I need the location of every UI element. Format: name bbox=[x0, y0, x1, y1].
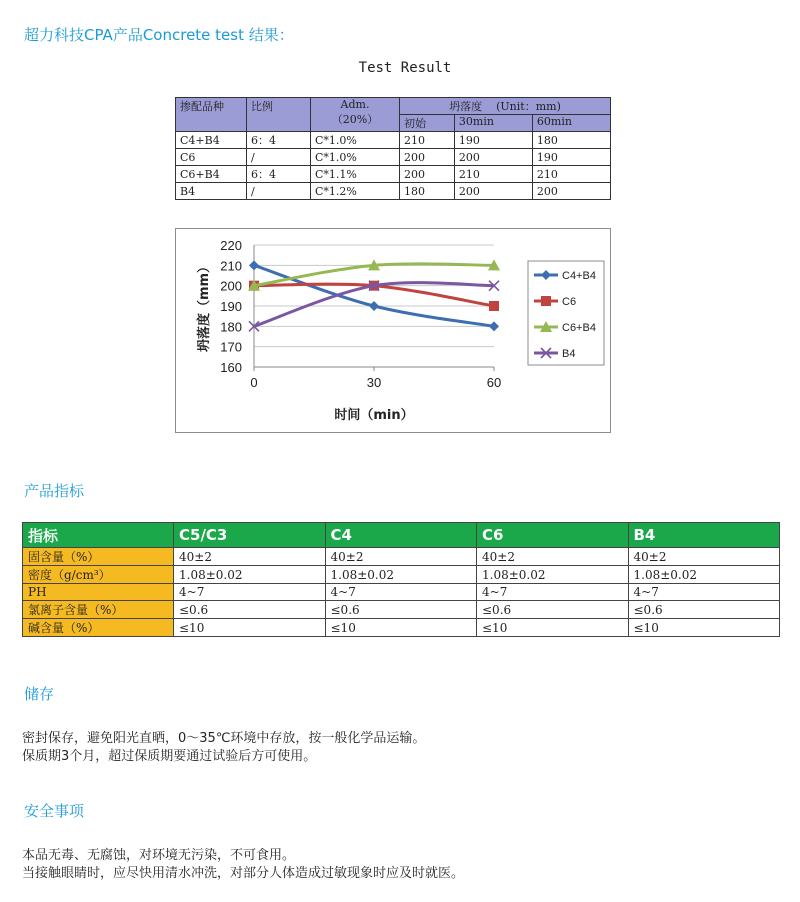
storage-line-2: 保质期3个月，超过保质期要通过试验后方可使用。 bbox=[22, 749, 317, 764]
data-point-c6 bbox=[489, 301, 499, 311]
cell-ratio: / bbox=[247, 149, 311, 166]
cell-60min: 190 bbox=[532, 149, 610, 166]
spec-value: ≤10 bbox=[477, 619, 629, 637]
cell-variety: B4 bbox=[176, 183, 247, 200]
spec-value: 40±2 bbox=[477, 548, 629, 566]
header-slump bbox=[400, 98, 611, 115]
table-row bbox=[23, 619, 780, 637]
spec-label: 固含量（%） bbox=[23, 548, 174, 566]
y-axis-label: 坍落度（mm） bbox=[197, 259, 212, 353]
header-initial: 初始 bbox=[400, 115, 455, 132]
cell-adm: C*1.0% bbox=[311, 132, 400, 149]
y-tick-label: 160 bbox=[220, 360, 242, 375]
cell-30min: 190 bbox=[454, 132, 532, 149]
spec-value: 40±2 bbox=[628, 548, 780, 566]
table-row bbox=[23, 548, 780, 566]
table-row bbox=[23, 566, 780, 584]
x-tick-label: 30 bbox=[366, 375, 382, 390]
spec-value: 40±2 bbox=[325, 548, 477, 566]
safety-line-1: 本品无毒、无腐蚀，对环境无污染，不可食用。 bbox=[22, 848, 296, 863]
spec-value: ≤0.6 bbox=[477, 601, 629, 619]
slump-chart bbox=[175, 228, 611, 433]
spec-header-c5c3: C5/C3 bbox=[174, 523, 326, 548]
spec-value: 1.08±0.02 bbox=[174, 566, 326, 584]
header-variety: 掺配品种 bbox=[176, 98, 247, 132]
spec-label: 密度（g/cm³） bbox=[23, 566, 174, 584]
header-60min: 60min bbox=[532, 115, 610, 132]
spec-value: 1.08±0.02 bbox=[325, 566, 477, 584]
cell-initial: 200 bbox=[400, 149, 455, 166]
safety-line-2: 当接触眼睛时，应尽快用清水冲洗，对部分人体造成过敏现象时应及时就医。 bbox=[22, 866, 465, 881]
safety-heading: 安全事项 bbox=[24, 802, 85, 820]
spec-label: 碱含量（%） bbox=[23, 619, 174, 637]
spec-value: 4~7 bbox=[477, 584, 629, 601]
cell-60min: 210 bbox=[532, 166, 610, 183]
y-tick-label: 180 bbox=[220, 319, 242, 335]
table-row bbox=[176, 149, 611, 166]
storage-text bbox=[22, 730, 425, 766]
result-header-row-1 bbox=[176, 98, 611, 115]
table-row bbox=[176, 166, 611, 183]
cell-60min: 180 bbox=[532, 132, 610, 149]
legend-label: C6 bbox=[562, 296, 577, 308]
x-axis-label: 时间（min） bbox=[334, 408, 414, 423]
cell-adm: C*1.0% bbox=[311, 149, 400, 166]
cell-initial: 210 bbox=[400, 132, 455, 149]
product-specs-heading: 产品指标 bbox=[24, 482, 85, 500]
spec-value: ≤0.6 bbox=[325, 601, 477, 619]
series-line-c4-b4 bbox=[254, 265, 494, 326]
header-slump-unit: (Unit：mm) bbox=[496, 100, 561, 113]
cell-60min: 200 bbox=[532, 183, 610, 200]
data-point-c4-b4 bbox=[249, 260, 259, 270]
cell-adm: C*1.2% bbox=[311, 183, 400, 200]
table-row bbox=[23, 584, 780, 601]
spec-value: 4~7 bbox=[325, 584, 477, 601]
spec-header-indicator: 指标 bbox=[23, 523, 174, 548]
intro-heading: 超力科技CPA产品Concrete test 结果： bbox=[24, 26, 294, 44]
cell-adm: C*1.1% bbox=[311, 166, 400, 183]
storage-line-1: 密封保存，避免阳光直晒，0～35℃环境中存放，按一般化学品运输。 bbox=[22, 731, 426, 746]
cell-variety: C6 bbox=[176, 149, 247, 166]
x-tick-label: 60 bbox=[486, 375, 502, 390]
test-result-title: Test Result bbox=[358, 60, 452, 76]
safety-text bbox=[22, 847, 464, 883]
y-tick-label: 210 bbox=[220, 258, 242, 274]
spec-value: ≤10 bbox=[325, 619, 477, 637]
header-adm-line1: Adm. bbox=[340, 98, 370, 111]
data-point-c4-b4 bbox=[489, 321, 499, 331]
x-tick-label: 0 bbox=[250, 375, 258, 390]
cell-ratio: 6：4 bbox=[247, 132, 311, 149]
slump-chart-svg bbox=[176, 229, 610, 432]
header-slump-label: 坍落度 bbox=[449, 100, 483, 113]
cell-ratio: 6：4 bbox=[247, 166, 311, 183]
legend-label: C6+B4 bbox=[562, 322, 596, 334]
spec-header-c6: C6 bbox=[477, 523, 629, 548]
legend-label: B4 bbox=[562, 348, 576, 360]
data-point-c4-b4 bbox=[369, 301, 379, 311]
spec-label: 氯离子含量（%） bbox=[23, 601, 174, 619]
spec-value: ≤0.6 bbox=[174, 601, 326, 619]
spec-value: 4~7 bbox=[628, 584, 780, 601]
cell-30min: 200 bbox=[454, 149, 532, 166]
table-row bbox=[23, 601, 780, 619]
test-result-table bbox=[175, 97, 611, 200]
cell-30min: 210 bbox=[454, 166, 532, 183]
header-adm bbox=[311, 98, 400, 132]
cell-initial: 180 bbox=[400, 183, 455, 200]
spec-value: ≤0.6 bbox=[628, 601, 780, 619]
y-tick-label: 220 bbox=[220, 238, 242, 253]
spec-value: 4~7 bbox=[174, 584, 326, 601]
header-adm-line2: （20%） bbox=[331, 113, 379, 126]
header-ratio: 比例 bbox=[247, 98, 311, 132]
legend-marker bbox=[541, 296, 551, 306]
spec-value: 1.08±0.02 bbox=[628, 566, 780, 584]
table-row bbox=[176, 183, 611, 200]
cell-initial: 200 bbox=[400, 166, 455, 183]
y-tick-label: 200 bbox=[220, 278, 242, 294]
legend-label: C4+B4 bbox=[562, 270, 596, 282]
cell-variety: C4+B4 bbox=[176, 132, 247, 149]
y-tick-label: 170 bbox=[220, 339, 242, 355]
spec-value: ≤10 bbox=[174, 619, 326, 637]
spec-value: 1.08±0.02 bbox=[477, 566, 629, 584]
table-row bbox=[176, 132, 611, 149]
spec-header-c4: C4 bbox=[325, 523, 477, 548]
y-tick-label: 190 bbox=[220, 299, 242, 314]
spec-value: 40±2 bbox=[174, 548, 326, 566]
spec-table bbox=[22, 522, 780, 637]
cell-ratio: / bbox=[247, 183, 311, 200]
cell-30min: 200 bbox=[454, 183, 532, 200]
spec-header-b4: B4 bbox=[628, 523, 780, 548]
spec-label: PH bbox=[23, 584, 174, 601]
cell-variety: C6+B4 bbox=[176, 166, 247, 183]
storage-heading: 储存 bbox=[24, 685, 55, 703]
header-30min: 30min bbox=[454, 115, 532, 132]
spec-value: ≤10 bbox=[628, 619, 780, 637]
spec-header-row bbox=[23, 523, 780, 548]
